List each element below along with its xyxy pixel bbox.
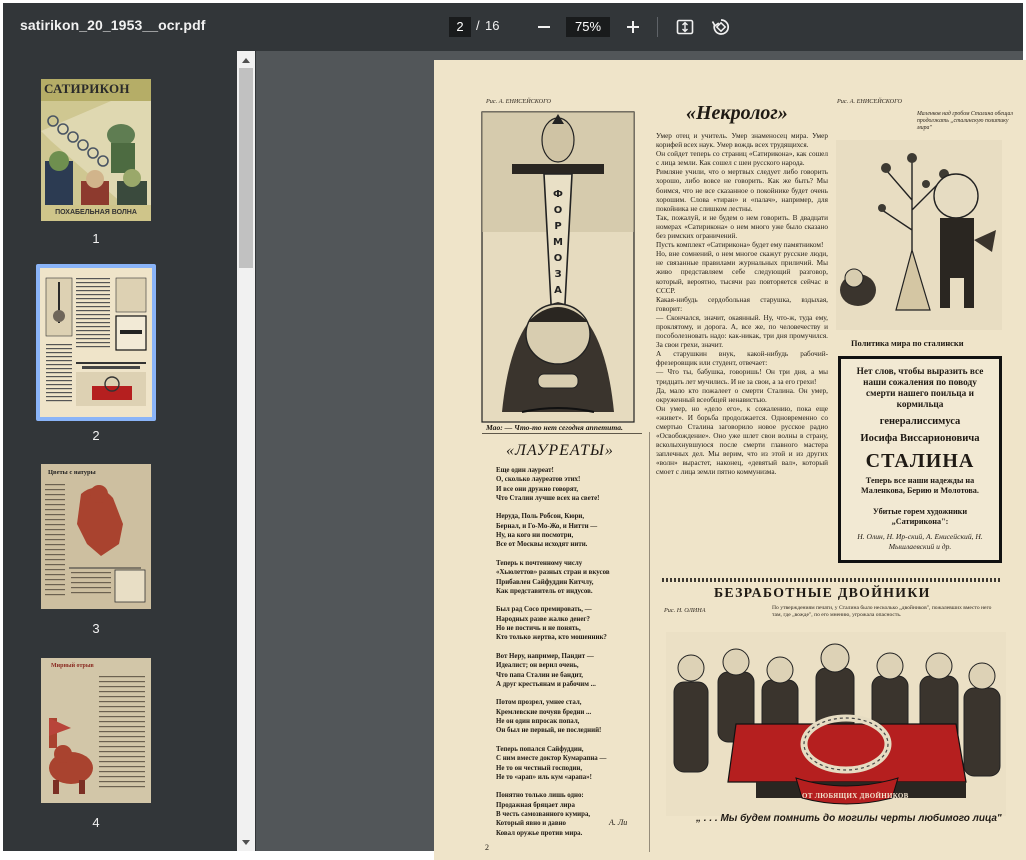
page-separator: / [476,18,480,33]
rotate-button[interactable] [709,15,733,39]
thumbnail-label: 1 [92,231,100,246]
pdf-page [434,60,1026,860]
peace-policy-caption: Политика мира по сталински [851,339,964,348]
mao-cartoon [482,112,634,422]
scroll-down-button[interactable] [237,834,255,851]
thumbnail-caption: Мирный отрыв [51,663,94,669]
notice-intro: Нет слов, чтобы выразить все наши сожаления по поводу смерти нашего поильца и кормильца [856,367,984,410]
page-thumbnail-2[interactable] [40,268,152,417]
sidebar-scrollbar[interactable] [237,51,255,851]
pdf-viewer [3,3,1023,851]
unemployed-note: По утверждениям печати, у Сталина было несколько „двойников", пожалевших вместо него там, где „вожде", по его мнению, угрожала опасность. [772,605,992,618]
sword-letter-1: Ф [553,189,563,200]
minus-icon [537,20,551,34]
sword-letter-2: О [553,205,563,216]
scroll-thumb[interactable] [239,68,253,268]
page-4-preview [41,658,151,803]
toolbar [3,3,1023,51]
page-thumbnail-1[interactable] [41,79,151,221]
necrolog-title: «Некролог» [686,102,788,124]
page-total: 16 [485,18,500,33]
notice-hope: Теперь все наши надежды на Маленкова, Берию и Молотова. [861,476,979,495]
doubles-cartoon [666,632,1006,816]
ribbon-text: ОТ ЛЮБЯЩИХ ДВОЙНИКОВ [802,792,909,800]
illustration-credit-left: Рис. А. ЕНИСЕЙСКОГО [486,98,551,105]
rotate-icon [711,17,731,37]
divider [482,433,642,434]
cover-caption: ПОХАБЕЛЬНАЯ ВОЛНА [41,205,151,221]
zoom-input[interactable]: 75% [566,17,610,37]
page-2-preview [40,268,152,417]
thumbnail-sidebar [3,51,256,851]
toolbar-divider [657,17,658,37]
notice-name: Иосифа Виссарионовича [860,433,980,444]
scroll-up-button[interactable] [237,51,255,68]
zoom-out-button[interactable] [532,15,556,39]
cover-illustration [41,101,151,211]
peace-policy-cartoon [836,140,1002,330]
scroll-down-arrow-icon [242,840,250,846]
unemployed-credit: Рис. Н. ОЛИНА [664,607,706,614]
thumbnail-label: 4 [92,815,100,830]
fit-page-icon [676,18,694,36]
page-number-label: 2 [485,843,489,852]
mao-caption: Мао: — Что-то нет сегодня аппетита. [486,423,623,432]
thumbnail-list [3,51,236,851]
thumbnail-caption: Цветы с натуры [48,469,96,476]
fit-page-button[interactable] [673,15,697,39]
laureates-poem: Еще один лауреат! О, сколько лауреатов этих! И все они дружно говорят, Что Сталин лучше всех на свете! Неруда, Поль Робсон, Кюри, Бернал, и Го-Мо-Жо, и Нитти — Ну, на кого ни посмотри, Все от Москвы исходят нити. Теперь к почтенному числу «Хьюлеттов» разных стран и вкусов Прибавлен Сайфуддин Китчлу, Как представитель от индусов. Был рад Сосо премировать, — Народных разве жалко денег? Но не постичь и не понять, Кто только жертва, кто мошенник? Вот Неру, например, Пандит — Идеалист; он верил очень, Что папа Сталин не бандит, А друг крестьянам и рабочим ... Потом прозрел, умнее стал, Кремлевские почуяв бредни ... Не он один впросак попал, Он был не первый, не последний! Теперь попался Сайфуддин, С ним вместе доктор Кумарапна — Не то он честный господин, Не то «арап» иль кум «арапа»! Понятно только лишь одно: Продажная бряцает лира В честь самозванного кумира, Который явно и давно Ковал оружье против мира. [496,467,610,837]
unemployed-title: БЕЗРАБОТНЫЕ ДВОЙНИКИ [714,585,931,600]
dotted-divider [662,578,1002,582]
notice-surname: СТАЛИНА [865,450,975,472]
sword-letter-3: Р [554,221,562,232]
notice-mourners: Убитые горем художники „Сатирикона": [872,507,968,526]
page-thumbnail-4[interactable] [41,658,151,803]
page-number-input[interactable]: 2 [449,17,471,37]
notice-signatures: Н. Олин, Н. Ир-ский, А. Енисейский, Н. Мышлаевский и др. [857,532,983,551]
plus-icon [626,20,640,34]
malenkov-caption: Маленков над гробом Сталина обещал продолжать „сталинскую политику мира" [917,111,1013,131]
bottom-caption: „ . . . Мы будем помнить до могилы черты любимого лица" [696,813,1002,824]
illustration-credit-right: Рис. А. ЕНИСЕЙСКОГО [837,98,902,105]
sword-letter-5: О [553,253,563,264]
page-thumbnail-3[interactable] [41,464,151,609]
sword-letter-4: М [553,237,563,248]
poem-author: А. Ли [609,818,628,827]
necrolog-article: Умер отец и учитель. Умер знаменосец мира. Умер корифей всех наук. Умер вождь всех трудящихся. Он сойдет теперь со страниц «Сатирикона», как сошел с лица земли. Как сошел с шеи русского народа. Римляне учили, что о мертвых следует либо говорить хорошо, либо вовсе не говорить. Как же быть? Мы боимся, что не все сказанное о покойнике будет очень хорошим. Слова «тиран» и «палач», например, для покойника не слишком лестны. Так, пожалуй, и не будем о нем говорить. В двадцати номерах «Сатирикона» о нем много уже было сказано без римских ограничений. Пусть комплект «Сатирикона» будет ему памятником! Но, вне сомнений, о нем многое скажут русские люди, не связанные правилами журнальных приличий. Мы живо представляем себе следующий разговор, который, вероятно, тысячи раз повторяется сейчас в СССР. Какая-нибудь сердобольная старушка, вздыхая, говорит: — Скончался, значит, окаянный. Ну, что-ж, туда ему, проклятому, и дорога. А, все же, по человечеству и пособолезновать надо: как-никак, три дня промучился. За свои грехи, значит. А старушкин внук, какой-нибудь рабочий-фрезеровщик или студент, отвечает: — Что ты, бабушка, говоришь! Он три дня, а мы тридцать лет мучились. И не за свои, а за его грехи! Да, мало кто пожалеет о смерти Сталина. Он умер, окруженный всеобщей ненавистью. Он умер, но «дело его», к сожалению, пока еще «живет». И борьба продолжается. Одновременно со смертью Сталина заговорило новое русское радио «Освобождение». Оно уже шлет свои волны в страну, всколыхнувшуюся после смерти главного мастера заплечных дел. Мы верим, что из этой и из других «волн» вырастет, наконец, «девятый вал», который смоет с лица земли пятно коммунизма. [656,132,828,477]
zoom-in-button[interactable] [621,15,645,39]
document-title: satirikon_20_1953__ocr.pdf [20,17,206,33]
notice-rank: генералиссимуса [879,416,961,427]
column-divider [649,432,650,852]
sword-letter-7: А [554,285,562,296]
scroll-up-arrow-icon [242,57,250,63]
page-3-preview [41,464,151,609]
thumbnail-label: 3 [92,621,100,636]
thumbnail-label: 2 [92,428,100,443]
mourning-notice [838,356,1002,563]
sword-letter-6: З [554,269,562,280]
laureates-title: «ЛАУРЕАТЫ» [506,442,614,459]
cover-title: САТИРИКОН [44,81,130,96]
